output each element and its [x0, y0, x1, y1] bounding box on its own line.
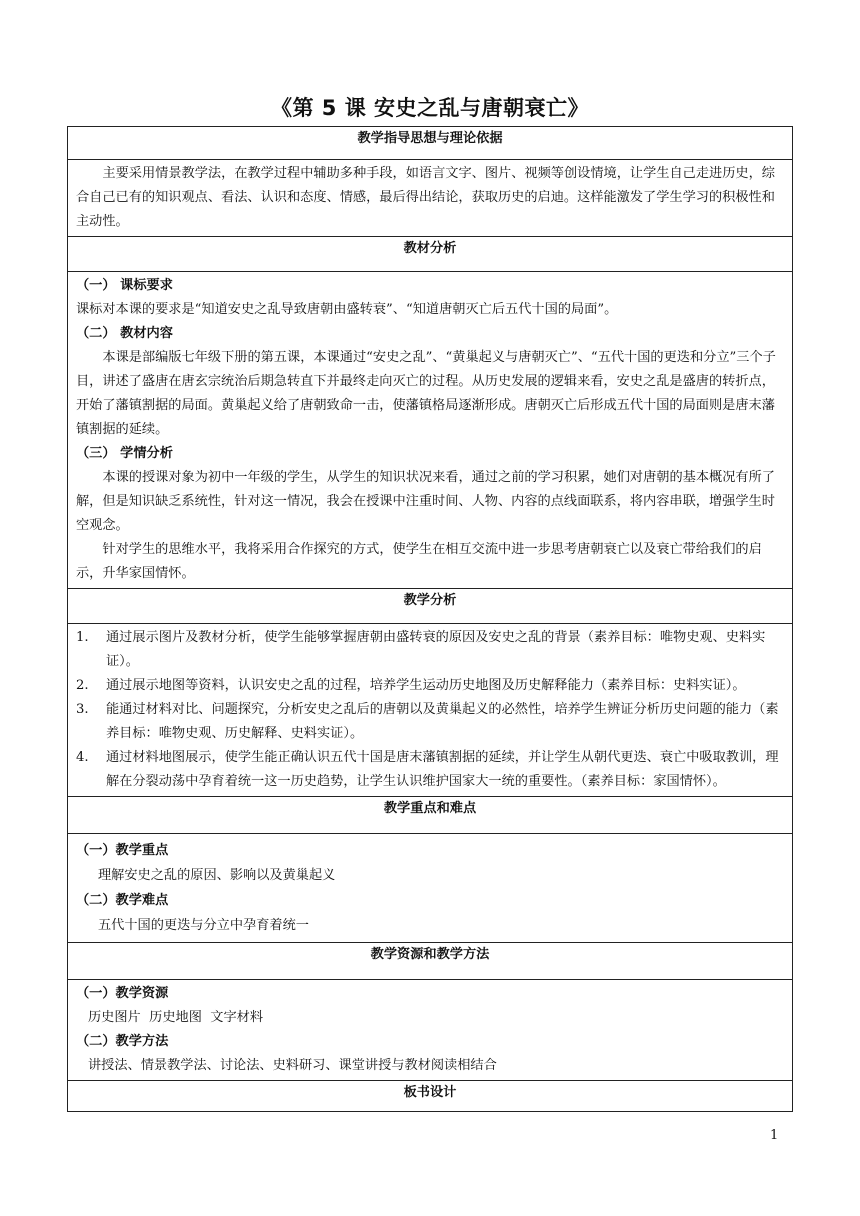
resources-sub1-text: 历史图片 历史地图 文字材料 — [88, 1010, 264, 1025]
table-row — [68, 834, 793, 943]
guiding-text: 主要采用情景教学法，在教学过程中辅助多种手段，如语言文字、图片、视频等创设情境，让学生自己走进历史，综合自己已有的知识观点、看法、认识和态度、情感，最后得出结论，获取历史的启迪。这样能激发了学生学习的积极性和主动性。 — [76, 166, 775, 229]
table-row — [68, 943, 793, 980]
resources-sub1-title: （一）教学资源 — [76, 986, 169, 1001]
section-header-resources: 教学资源和教学方法 — [68, 943, 793, 980]
keypoints-sub2-text: 五代十国的更迭与分立中孕育着统一 — [98, 918, 309, 933]
list-item — [76, 674, 784, 698]
section-header-board: 板书设计 — [68, 1081, 793, 1112]
table-row — [68, 797, 793, 834]
list-item-text: 通过材料地图展示，使学生能正确认识五代十国是唐末藩镇割据的延续，并让学生从朝代更迭、衰亡中吸取教训，理解在分裂动荡中孕育着统一这一历史趋势，让学生认识维护国家大一统的重要性。（素养目标：家国情怀）。 — [106, 750, 779, 789]
list-item-number: 3. — [76, 702, 89, 717]
analysis-content — [68, 624, 793, 797]
section-header-analysis: 教学分析 — [68, 589, 793, 624]
list-item — [76, 698, 784, 746]
page-number: 1 — [770, 1128, 779, 1143]
guiding-content — [68, 160, 793, 237]
keypoints-content — [68, 834, 793, 943]
keypoints-sub2-title: （二）教学难点 — [76, 893, 169, 908]
resources-content — [68, 980, 793, 1081]
table-row — [68, 272, 793, 589]
material-sub3-text1: 本课的授课对象为初中一年级的学生，从学生的知识状况来看，通过之前的学习积累，她们对唐朝的基本概况有所了解，但是知识缺乏系统性，针对这一情况，我会在授课中注重时间、人物、内容的点线面联系，将内容串联，增强学生时空观念。 — [76, 470, 775, 533]
lesson-plan-table — [67, 126, 793, 1112]
resources-sub2-title: （二）教学方法 — [76, 1034, 169, 1049]
list-item-number: 2. — [76, 678, 89, 693]
material-sub3-text2: 针对学生的思维水平，我将采用合作探究的方式，使学生在相互交流中进一步思考唐朝衰亡以及衰亡带给我们的启示，升华家国情怀。 — [76, 542, 762, 581]
section-header-material: 教材分析 — [68, 237, 793, 272]
table-row — [68, 624, 793, 797]
goals-list — [76, 626, 784, 794]
keypoints-sub1-title: （一）教学重点 — [76, 843, 169, 858]
table-row — [68, 127, 793, 160]
section-header-keypoints: 教学重点和难点 — [68, 797, 793, 834]
table-row — [68, 589, 793, 624]
table-row — [68, 160, 793, 237]
table-row — [68, 1081, 793, 1112]
material-sub1-title: （一） 课标要求 — [76, 278, 173, 293]
list-item — [76, 626, 784, 674]
material-sub1-text: 课标对本课的要求是“知道安史之乱导致唐朝由盛转衰”、“知道唐朝灭亡后五代十国的局面”。 — [76, 302, 618, 317]
material-sub3-title: （三） 学情分析 — [76, 446, 173, 461]
list-item-text: 通过展示地图等资料，认识安史之乱的过程，培养学生运动历史地图及历史解释能力（素养目标：史料实证）。 — [106, 678, 746, 693]
list-item-number: 1. — [76, 630, 89, 645]
table-row — [68, 237, 793, 272]
material-content — [68, 272, 793, 589]
section-header-guiding: 教学指导思想与理论依据 — [68, 127, 793, 160]
keypoints-sub1-text: 理解安史之乱的原因、影响以及黄巢起义 — [98, 868, 336, 883]
list-item-text: 能通过材料对比、问题探究，分析安史之乱后的唐朝以及黄巢起义的必然性，培养学生辨证分析历史问题的能力（素养目标：唯物史观、历史解释、史料实证）。 — [106, 702, 779, 741]
table-row — [68, 980, 793, 1081]
material-sub2-text: 本课是部编版七年级下册的第五课，本课通过“安史之乱”、“黄巢起义与唐朝灭亡”、“五代十国的更迭和分立”三个子目，讲述了盛唐在唐玄宗统治后期急转直下并最终走向灭亡的过程。从历史发展的逻辑来看，安史之乱是盛唐的转折点，开始了藩镇割据的局面。黄巢起义给了唐朝致命一击，使藩镇格局逐渐形成。唐朝灭亡后形成五代十国的局面则是唐末藩镇割据的延续。 — [76, 350, 776, 437]
list-item — [76, 746, 784, 794]
material-sub2-title: （二） 教材内容 — [76, 326, 173, 341]
page-title: 《第 5 课 安史之乱与唐朝衰亡》 — [270, 96, 590, 120]
list-item-text: 通过展示图片及教材分析，使学生能够掌握唐朝由盛转衰的原因及安史之乱的背景（素养目标：唯物史观、史料实证）。 — [106, 630, 766, 669]
list-item-number: 4. — [76, 750, 89, 765]
resources-sub2-text: 讲授法、情景教学法、讨论法、史料研习、课堂讲授与教材阅读相结合 — [88, 1058, 497, 1073]
